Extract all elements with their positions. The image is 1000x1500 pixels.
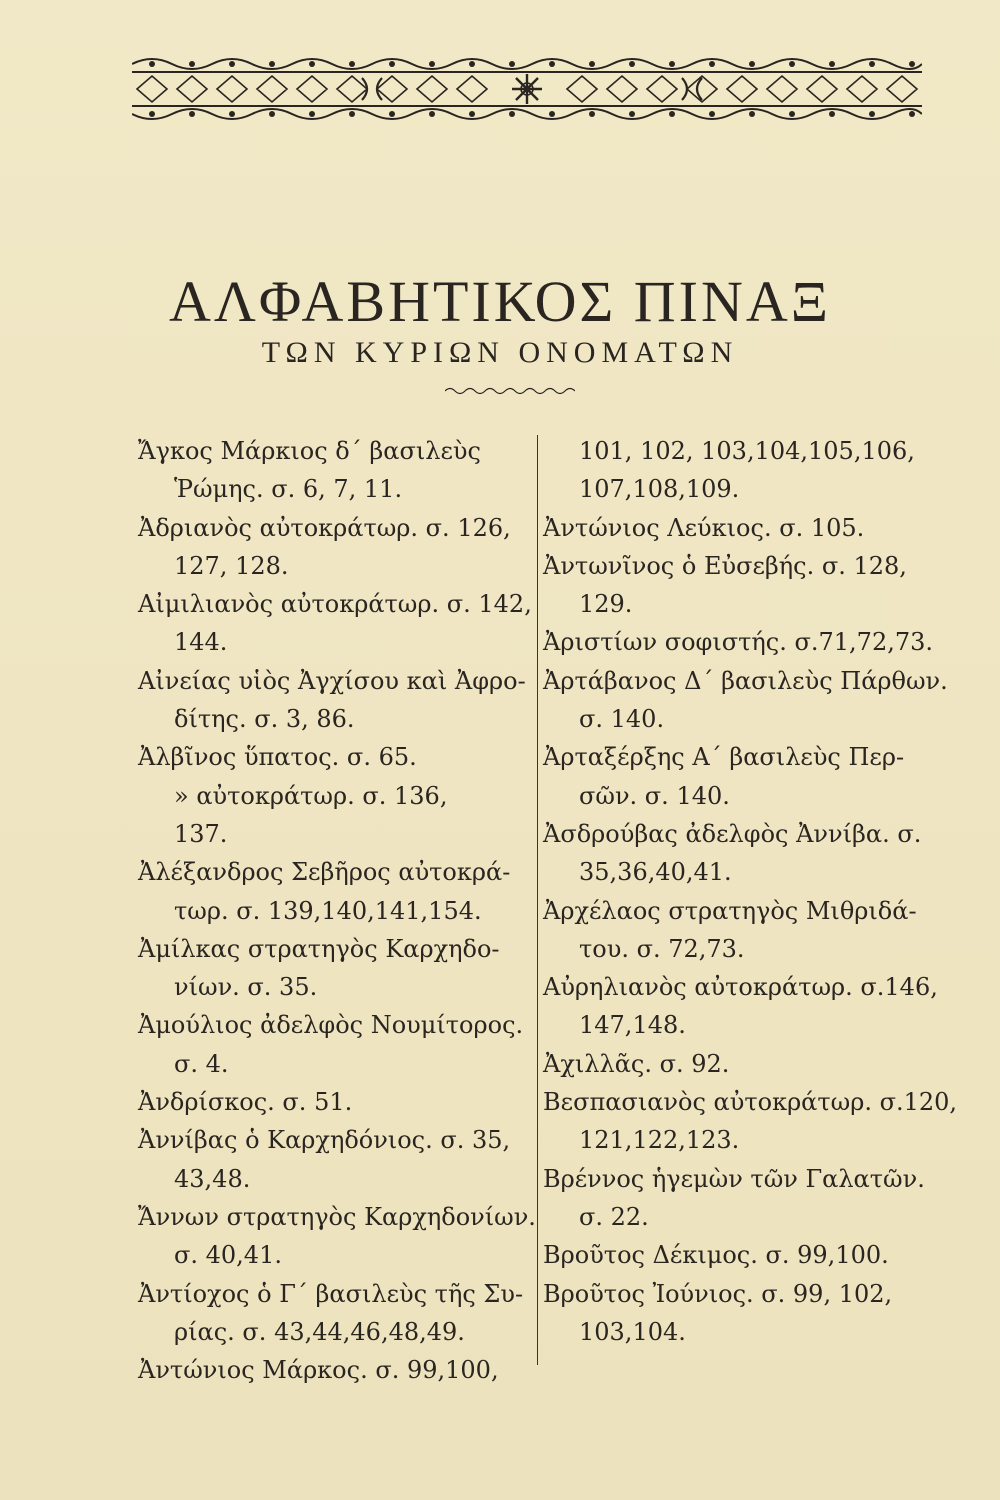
index-entry <box>138 853 530 930</box>
index-entry <box>138 738 530 776</box>
index-entry-line: Ἀντίοχος ὁ Γ΄ βασιλεὺς τῆς Συ- <box>138 1279 524 1308</box>
index-entry <box>138 1275 530 1352</box>
index-entry-line: Ἀλβῖνος ὕπατος. σ. 65. <box>138 743 417 772</box>
index-entry-continuation: 35,36,40,41. <box>579 858 732 887</box>
index-entry <box>543 1160 943 1237</box>
index-entry <box>543 1275 943 1352</box>
index-entry-line: Ἀρχέλαος στρατηγὸς Μιθριδά- <box>543 896 917 925</box>
decorative-header-ornament <box>132 50 922 128</box>
index-entry <box>543 1236 943 1274</box>
index-entry <box>543 623 943 661</box>
index-entry-continuation: σ. 40,41. <box>174 1241 282 1270</box>
index-entry-continuation: 144. <box>174 628 228 657</box>
index-entry-line: 101, 102, 103,104,105,106, <box>579 437 915 465</box>
index-entry <box>138 1083 530 1121</box>
index-entry <box>138 1121 530 1198</box>
index-entry-continuation: νίων. σ. 35. <box>174 973 318 1002</box>
index-entry-continuation: 129. <box>579 590 633 619</box>
index-entry-line: Ἀμίλκας στρατηγὸς Καρχηδο- <box>138 934 500 963</box>
index-entry-line: Ἀλέξανδρος Σεβῆρος αὐτοκρά- <box>138 858 511 887</box>
index-entry-line: » αὐτοκράτωρ. σ. 136, <box>174 781 448 810</box>
page-title: ΑΛΦΑΒΗΤΙΚΟΣ ΠΙΝΑΞ <box>168 269 832 334</box>
index-entry-continuation: 127, 128. <box>174 551 289 580</box>
index-entry-line: Αὐρηλιανὸς αὐτοκράτωρ. σ.146, <box>543 973 938 1002</box>
index-entry-line: Αἰνείας υἱὸς Ἀγχίσου καὶ Ἀφρο- <box>138 666 526 695</box>
index-entry <box>138 1006 530 1083</box>
index-entry-continuation: ρίας. σ. 43,44,46,48,49. <box>174 1317 465 1346</box>
index-entry <box>543 738 943 815</box>
index-entry-continuation: δίτης. σ. 3, 86. <box>174 705 355 734</box>
index-entry-line: Αἰμιλιανὸς αὐτοκράτωρ. σ. 142, <box>138 590 532 619</box>
index-entry-line: Ἀντώνιος Λεύκιος. σ. 105. <box>543 513 865 542</box>
index-entry-continuation: Ῥώμης. σ. 6, 7, 11. <box>174 475 403 504</box>
page-subtitle: ΤΩΝ ΚΥΡΙΩΝ ΟΝΟΜΑΤΩΝ <box>261 336 739 369</box>
index-entry-line: Ἀχιλλᾶς. σ. 92. <box>543 1049 730 1078</box>
index-entry <box>543 815 943 892</box>
index-column-right <box>543 432 958 1351</box>
index-entry-line: Ἀννίβας ὁ Καρχηδόνιος. σ. 35, <box>138 1126 511 1155</box>
index-entry <box>543 662 948 739</box>
index-entry-line: Ἀρτάβανος Δ΄ βασιλεὺς Πάρθων. <box>543 666 948 695</box>
index-entry-continuation: 137. <box>174 819 228 848</box>
index-entry <box>138 1351 530 1389</box>
index-entry <box>138 930 530 1007</box>
index-entry-continuation: 121,122,123. <box>579 1126 740 1155</box>
index-entry-line: Ἀνδρίσκος. σ. 51. <box>138 1088 353 1117</box>
index-entry <box>138 432 530 509</box>
index-entry <box>543 547 943 624</box>
index-column-left <box>138 432 536 1389</box>
index-entry <box>138 662 530 739</box>
index-entry-continuation: 107,108,109. <box>579 475 740 504</box>
index-entry-line: Βροῦτος Ἰούνιος. σ. 99, 102, <box>543 1279 893 1308</box>
index-entry-line: Βροῦτος Δέκιμος. σ. 99,100. <box>543 1241 889 1270</box>
index-entry-line: Βεσπασιανὸς αὐτοκράτωρ. σ.120, <box>543 1088 958 1117</box>
index-entry-continuation: του. σ. 72,73. <box>579 934 745 963</box>
index-entry <box>543 432 943 509</box>
index-entry-continuation: σῶν. σ. 140. <box>579 781 730 810</box>
index-entry <box>138 509 530 586</box>
index-entry-line: Ἀσδρούβας ἀδελφὸς Ἀννίβα. σ. <box>543 819 922 848</box>
index-entry <box>543 1083 958 1160</box>
index-entry-continuation: σ. 140. <box>579 705 665 734</box>
index-entry-line: Ἄγκος Μάρκιος δ΄ βασιλεὺς <box>138 437 481 465</box>
index-entry-continuation: 103,104. <box>579 1317 686 1346</box>
index-entry <box>543 892 943 969</box>
index-entry-line: Ἀδριανὸς αὐτοκράτωρ. σ. 126, <box>138 513 511 542</box>
index-entry <box>543 1045 943 1083</box>
index-entry-continuation: σ. 22. <box>579 1202 649 1231</box>
index-entry-line: Ἄννων στρατηγὸς Καρχηδονίων. <box>138 1202 536 1231</box>
index-entry-line: Ἀντωνῖνος ὁ Εὐσεβής. σ. 128, <box>543 551 907 580</box>
index-entry <box>138 1198 536 1275</box>
column-divider <box>537 435 538 1365</box>
index-entry-line: Βρέννος ἡγεμὼν τῶν Γαλατῶν. <box>543 1164 925 1193</box>
index-entry-line: Ἀμούλιος ἀδελφὸς Νουμίτορος. <box>138 1011 524 1040</box>
index-entry <box>138 777 530 854</box>
index-entry <box>543 968 943 1045</box>
index-entry-continuation: τωρ. σ. 139,140,141,154. <box>174 896 482 925</box>
decorative-squiggle <box>445 384 575 398</box>
index-entry-line: Ἀρταξέρξης Α΄ βασιλεὺς Περ- <box>543 743 905 772</box>
index-entry <box>543 509 943 547</box>
index-entry-continuation: 43,48. <box>174 1164 251 1193</box>
index-entry <box>138 585 530 662</box>
index-entry-continuation: 147,148. <box>579 1011 686 1040</box>
index-entry-line: Ἀντώνιος Μάρκος. σ. 99,100, <box>138 1356 499 1385</box>
index-entry-continuation: σ. 4. <box>174 1049 229 1078</box>
index-entry-line: Ἀριστίων σοφιστής. σ.71,72,73. <box>543 628 934 657</box>
